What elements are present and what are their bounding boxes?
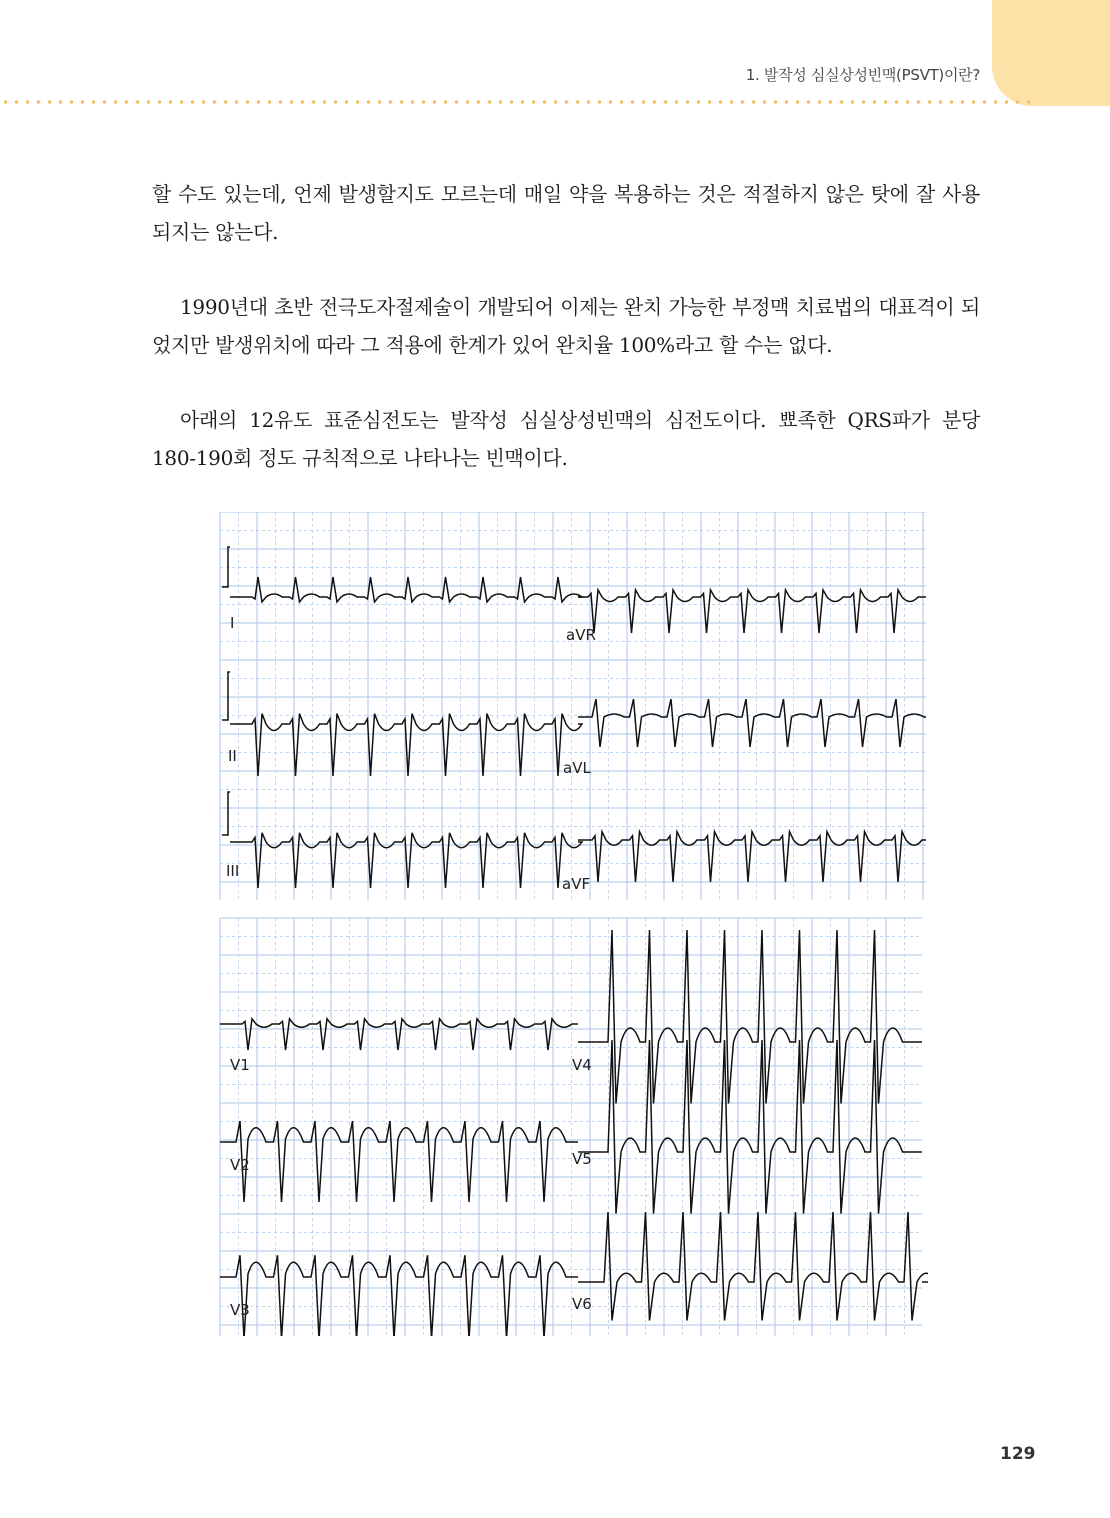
chapter-title: 1. 발작성 심실상성빈맥(PSVT)이란? (745, 66, 980, 84)
ecg-12-lead-figure (216, 512, 928, 1336)
ecg-trace-aVR (578, 590, 926, 633)
paragraph-1: 할 수도 있는데, 언제 발생할지도 모르는데 매일 약을 복용하는 것은 적절하지 않은 탓에 잘 사용되지는 않는다. (152, 182, 980, 244)
ecg-trace-III (230, 833, 582, 888)
lead-label-V2: V2 (230, 1156, 250, 1174)
ecg-trace-V1 (220, 1019, 578, 1050)
lead-label-V5: V5 (572, 1150, 592, 1168)
chapter-tab (992, 0, 1110, 106)
ecg-trace-V4 (578, 930, 922, 1104)
page-number: 129 (1000, 1444, 1036, 1464)
ecg-trace-aVF (578, 832, 926, 882)
lead-label-V3: V3 (230, 1301, 250, 1319)
ecg-trace-aVL (578, 699, 926, 747)
ecg-trace-V6 (578, 1212, 928, 1321)
lead-label-II: II (228, 747, 237, 765)
ecg-trace-I (230, 577, 582, 602)
ecg-calibration-mark (222, 547, 230, 587)
ecg-trace-V2 (220, 1121, 578, 1202)
ecg-calibration-mark (222, 672, 230, 720)
lead-label-V1: V1 (230, 1056, 250, 1074)
ecg-traces (220, 547, 928, 1336)
ecg-trace-II (230, 714, 582, 776)
paragraph-2: 1990년대 초반 전극도자절제술이 개발되어 이제는 완치 가능한 부정맥 치료법의 대표격이 되었지만 발생위치에 따라 그 적용에 한계가 있어 완치율 100%라고 할 수는 없다. (152, 295, 980, 357)
header-dotted-rule (0, 99, 1030, 105)
paragraph-3: 아래의 12유도 표준심전도는 발작성 심실상성빈맥의 심전도이다. 뾰족한 QRS파가 분당 180-190회 정도 규칙적으로 나타나는 빈맥이다. (152, 408, 980, 470)
lead-label-aVF: aVF (562, 875, 591, 893)
lead-label-aVR: aVR (566, 626, 596, 644)
ecg-trace-V3 (220, 1255, 578, 1336)
lead-label-aVL: aVL (563, 759, 591, 777)
lead-label-III: III (226, 862, 240, 880)
ecg-calibration-mark (222, 792, 230, 835)
lead-label-V6: V6 (572, 1295, 592, 1313)
lead-label-I: I (230, 614, 235, 632)
lead-label-V4: V4 (572, 1056, 592, 1074)
